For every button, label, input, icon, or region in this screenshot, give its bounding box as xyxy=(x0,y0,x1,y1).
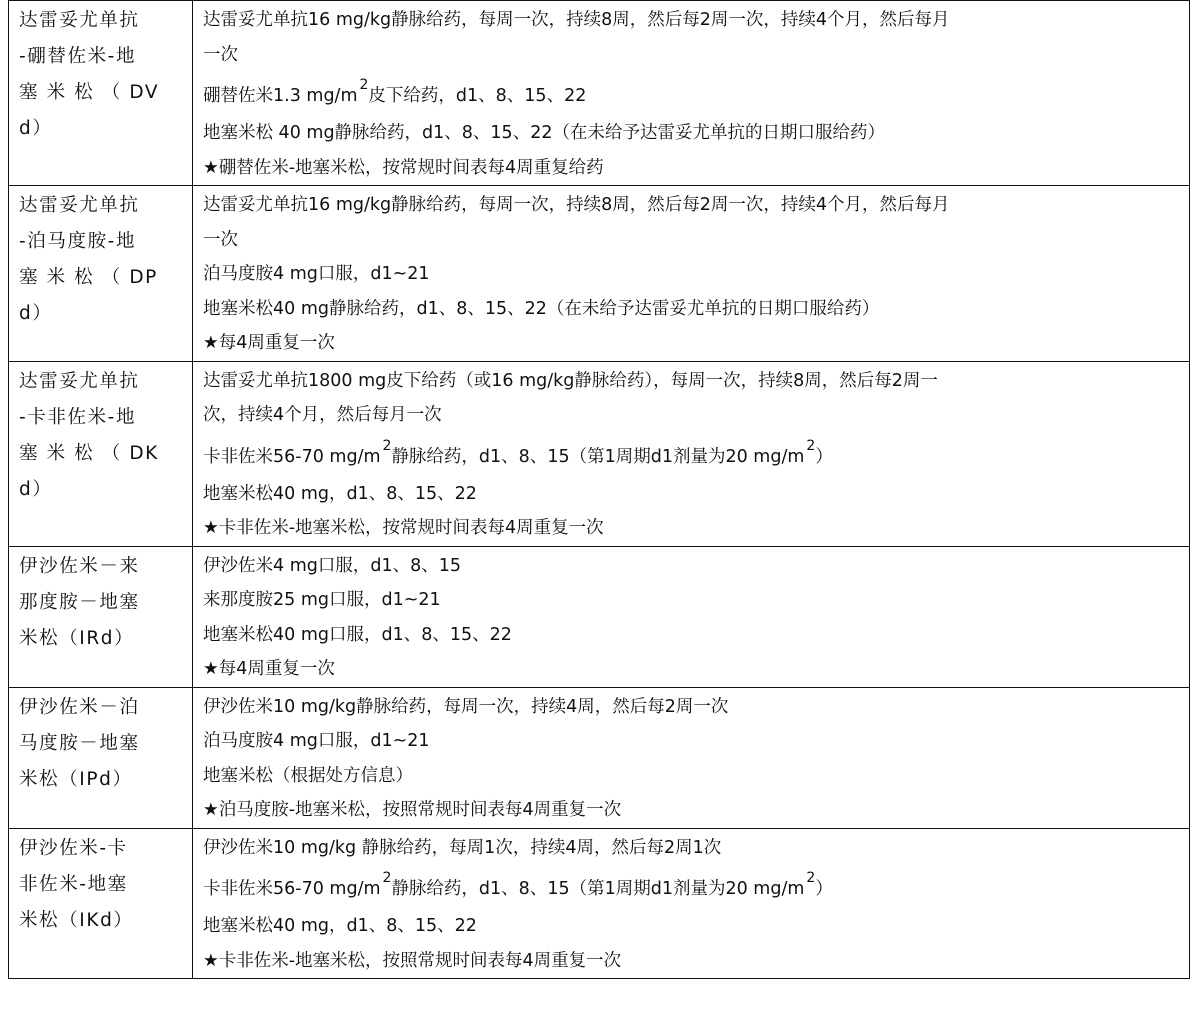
regimen-name-line: d） xyxy=(19,478,53,500)
dosing-line xyxy=(203,38,1181,73)
table-row xyxy=(9,186,1190,362)
dosing-text: 泊马度胺4 mg口服，d1~21 xyxy=(203,731,430,751)
table-row xyxy=(9,828,1190,979)
regimen-name-line: -硼替佐米-地 xyxy=(19,46,137,67)
regimen-name-line: -卡非佐米-地 xyxy=(19,406,137,428)
superscript: 2 xyxy=(382,437,392,454)
dosing-text: ★泊马度胺-地塞米松，按照常规时间表每4周重复一次 xyxy=(203,800,622,820)
dosing-line xyxy=(203,257,1181,292)
dosing-text: ） xyxy=(815,446,833,467)
regimen-name-cell xyxy=(9,687,193,828)
dosing-text: ★每4周重复一次 xyxy=(203,333,335,353)
regimen-dosing-cell xyxy=(193,1,1190,186)
dosing-text: 伊沙佐米10 mg/kg 静脉给药，每周1次，持续4周，然后每2周1次 xyxy=(203,837,722,858)
dosing-text: 达雷妥尤单抗16 mg/kg静脉给药，每周一次，持续8周，然后每2周一次，持续4个月，然后每月 xyxy=(203,195,950,215)
regimen-dosing-cell xyxy=(193,186,1190,362)
dosing-line xyxy=(203,831,1181,866)
dosing-text: 地塞米松（根据处方信息） xyxy=(203,765,413,786)
dosing-text: 达雷妥尤单抗1800 mg皮下给药（或16 mg/kg静脉给药），每周一次，持续8周，然后每2周一 xyxy=(203,370,938,391)
regimen-name-cell xyxy=(9,186,193,362)
dosing-text: 地塞米松40 mg口服，d1、8、15、22 xyxy=(203,624,512,645)
dosing-text: 静脉给药，d1、8、15（第1周期d1剂量为20 mg/m xyxy=(391,446,805,467)
regimen-name-line: 非佐米-地塞 xyxy=(19,873,128,895)
dosing-text: 地塞米松40 mg，d1、8、15、22 xyxy=(203,483,477,504)
dosing-line xyxy=(203,188,1181,223)
table-row xyxy=(9,361,1190,546)
dosing-text: 来那度胺25 mg口服，d1~21 xyxy=(203,590,441,610)
superscript: 2 xyxy=(806,870,816,886)
dosing-line xyxy=(203,724,1181,759)
dosing-line xyxy=(203,511,1181,546)
dosing-line xyxy=(203,549,1181,584)
dosing-text: 地塞米松 40 mg静脉给药，d1、8、15、22（在未给予达雷妥尤单抗的日期口服给药） xyxy=(203,123,885,143)
dosing-line xyxy=(203,944,1181,979)
dosing-text: 达雷妥尤单抗16 mg/kg静脉给药，每周一次，持续8周，然后每2周一次，持续4个月，然后每月 xyxy=(203,10,950,30)
regimen-name-line: 达雷妥尤单抗 xyxy=(19,195,140,216)
dosing-text: 硼替佐米1.3 mg/m xyxy=(203,86,358,106)
table-row xyxy=(9,687,1190,828)
dosing-text: 地塞米松40 mg静脉给药，d1、8、15、22（在未给予达雷妥尤单抗的日期口服给药） xyxy=(203,298,880,319)
dosing-text: 一次 xyxy=(203,229,238,250)
superscript: 2 xyxy=(382,870,392,886)
dosing-line xyxy=(203,292,1181,327)
regimen-name-line: 伊沙佐米－来 xyxy=(19,555,140,577)
dosing-line xyxy=(203,3,1181,38)
dosing-line xyxy=(203,398,1181,433)
regimen-name-line: 米松（IPd） xyxy=(19,768,133,790)
dosing-line xyxy=(203,618,1181,653)
regimen-name-cell xyxy=(9,1,193,186)
regimen-name-line: 伊沙佐米-卡 xyxy=(19,837,128,859)
dosing-text: ★每4周重复一次 xyxy=(203,659,335,679)
regimen-name-line: d） xyxy=(19,118,53,139)
dosing-text: 伊沙佐米4 mg口服，d1、8、15 xyxy=(203,555,461,576)
dosing-line xyxy=(203,326,1181,361)
regimen-dosing-cell xyxy=(193,361,1190,546)
dosing-text: 伊沙佐米10 mg/kg静脉给药，每周一次，持续4周，然后每2周一次 xyxy=(203,696,729,717)
regimen-name-line: 塞 米 松 （ DK xyxy=(19,442,159,464)
regimen-name-line: d） xyxy=(19,303,53,324)
regimen-name-line: 塞 米 松 （ DP xyxy=(19,267,158,288)
regimen-name-cell xyxy=(9,546,193,687)
dosing-line xyxy=(203,909,1181,944)
dosing-line xyxy=(203,72,1181,116)
table-row xyxy=(9,1,1190,186)
dosing-text: ★卡非佐米-地塞米松，按照常规时间表每4周重复一次 xyxy=(203,950,622,971)
dosing-line xyxy=(203,690,1181,725)
dosing-text: 静脉给药，d1、8、15（第1周期d1剂量为20 mg/m xyxy=(391,879,805,899)
regimen-name-cell xyxy=(9,361,193,546)
dosing-line xyxy=(203,583,1181,618)
regimen-name-line: 达雷妥尤单抗 xyxy=(19,10,140,31)
regimen-dosing-cell xyxy=(193,546,1190,687)
superscript: 2 xyxy=(806,437,816,454)
dosing-line xyxy=(203,223,1181,258)
regimen-table xyxy=(8,0,1190,979)
dosing-line xyxy=(203,151,1181,186)
dosing-line xyxy=(203,433,1181,477)
dosing-line xyxy=(203,116,1181,151)
superscript: 2 xyxy=(359,77,369,93)
regimen-name-line: 塞 米 松 （ DV xyxy=(19,82,160,103)
regimen-dosing-cell xyxy=(193,828,1190,979)
dosing-text: 卡非佐米56-70 mg/m xyxy=(203,879,381,899)
regimen-name-line: 伊沙佐米－泊 xyxy=(19,696,140,718)
regimen-name-line: 达雷妥尤单抗 xyxy=(19,370,140,392)
dosing-line xyxy=(203,652,1181,687)
dosing-text: 次，持续4个月，然后每月一次 xyxy=(203,405,442,425)
dosing-text: ★硼替佐米-地塞米松，按常规时间表每4周重复给药 xyxy=(203,157,604,178)
regimen-name-cell xyxy=(9,828,193,979)
regimen-name-line: 马度胺－地塞 xyxy=(19,732,140,754)
regimen-dosing-cell xyxy=(193,687,1190,828)
dosing-text: 泊马度胺4 mg口服，d1~21 xyxy=(203,264,430,284)
regimen-name-line: 那度胺－地塞 xyxy=(19,591,140,613)
dosing-text: ） xyxy=(815,879,833,899)
regimen-name-line: 米松（IKd） xyxy=(19,909,134,931)
dosing-text: 卡非佐米56-70 mg/m xyxy=(203,446,381,467)
table-body xyxy=(9,1,1190,979)
regimen-name-line: 米松（IRd） xyxy=(19,627,135,649)
table-row xyxy=(9,546,1190,687)
dosing-text: ★卡非佐米-地塞米松，按常规时间表每4周重复一次 xyxy=(203,518,604,538)
dosing-line xyxy=(203,865,1181,909)
dosing-text: 地塞米松40 mg，d1、8、15、22 xyxy=(203,916,477,936)
dosing-line xyxy=(203,793,1181,828)
dosing-line xyxy=(203,477,1181,512)
dosing-line xyxy=(203,759,1181,794)
dosing-text: 一次 xyxy=(203,44,238,65)
dosing-text: 皮下给药，d1、8、15、22 xyxy=(368,86,587,106)
dosing-line xyxy=(203,364,1181,399)
regimen-name-line: -泊马度胺-地 xyxy=(19,231,137,252)
